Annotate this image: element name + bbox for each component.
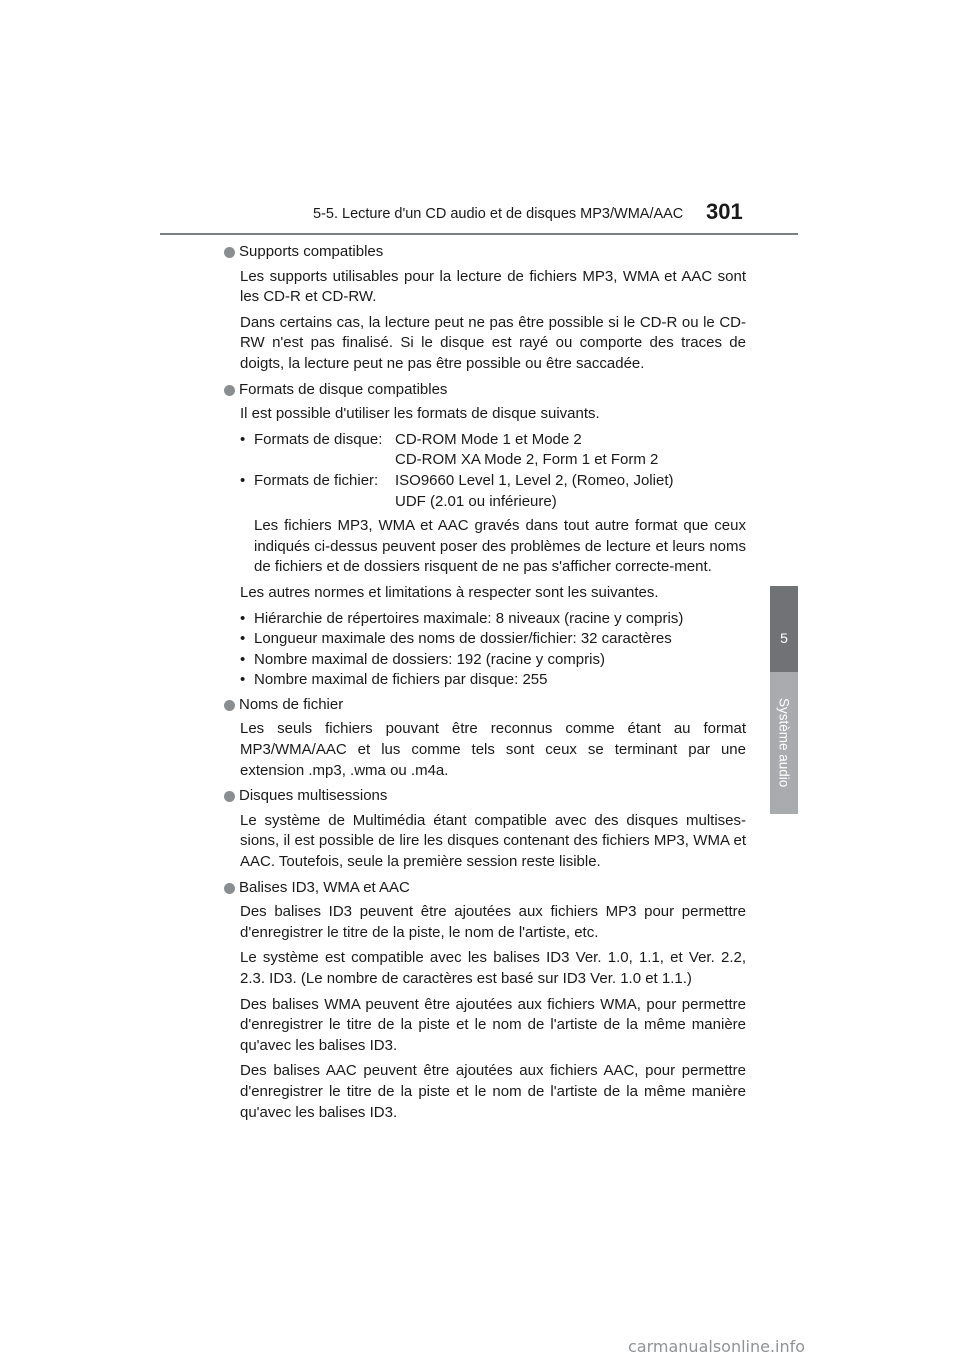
list-item-text: Nombre maximal de fichiers par disque: 255 xyxy=(254,671,548,689)
format-value: ISO9660 Level 1, Level 2, (Romeo, Joliet) xyxy=(395,471,674,489)
heading-text: Formats de disque compatibles xyxy=(239,380,448,398)
format-value: CD-ROM Mode 1 et Mode 2 xyxy=(395,430,582,448)
list-item xyxy=(240,609,746,630)
paragraph: Les autres normes et limitations à respecter sont les suivantes. xyxy=(240,583,659,601)
paragraph: Dans certains cas, la lecture peut ne pas être possible si le CD-R ou le CD-RW n'est pas finalisé. Si le disque est rayé ou comporte des traces de doigts, la lecture peut ne pas être possible ou être saccadée. xyxy=(240,313,746,372)
format-note: Les fichiers MP3, WMA et AAC gravés dans tout autre format que ceux indiqués ci-dessus peuvent poser des problèmes de lecture et leurs noms de fichiers et de dossiers risquent de ne pas s'afficher correcte-ment. xyxy=(254,517,746,576)
chapter-tab xyxy=(770,586,798,672)
list-bullet: • xyxy=(240,471,246,489)
heading-text: Supports compatibles xyxy=(239,243,384,260)
page-number: 301 xyxy=(706,199,743,224)
heading-text: Balises ID3, WMA et AAC xyxy=(239,878,410,896)
watermark: carmanualsonline.info xyxy=(628,1337,806,1356)
paragraph: Le système de Multimédia étant compatible avec des disques multises-sions, il est possible de lire les disques contenant des fichiers MP3, WMA et AAC. Toutefois, seule la première session reste lisible. xyxy=(240,811,746,871)
list-item xyxy=(240,670,746,691)
bullet-icon xyxy=(224,700,235,711)
list-item-text: Hiérarchie de répertoires maximale: 8 niveaux (racine y compris) xyxy=(254,609,684,627)
paragraph: Les supports utilisables pour la lecture de fichiers MP3, WMA et AAC sont les CD-R et CD-RW. xyxy=(240,267,746,306)
page-content xyxy=(222,242,746,1128)
bullet-icon xyxy=(224,247,235,258)
paragraph: Des balises ID3 peuvent être ajoutées aux fichiers MP3 pour permettre d'enregistrer le titre de la piste, le nom de l'artiste, etc. xyxy=(240,903,746,941)
paragraph: Les seuls fichiers pouvant être reconnus comme étant au format MP3/WMA/AAC et lus comme tels sont ceux se terminant par une extension .mp3, .wma ou .m4a. xyxy=(240,720,746,779)
heading-text: Disques multisessions xyxy=(239,787,388,805)
bullet-icon xyxy=(224,883,235,894)
list-item xyxy=(240,471,746,512)
format-list xyxy=(222,430,746,512)
paragraph: Le système est compatible avec les balises ID3 Ver. 1.0, 1.1, et Ver. 2.2, 2.3. ID3. (Le nombre de caractères est basé sur ID3 Ver. 1.0 et 1.1.) xyxy=(240,949,746,987)
section-heading-tags xyxy=(222,878,746,899)
list-bullet: • xyxy=(240,630,246,648)
section-heading-multisession xyxy=(222,786,746,807)
format-label: Formats de disque: xyxy=(254,430,383,448)
section-heading-supports xyxy=(222,242,746,263)
bullet-icon xyxy=(224,791,235,802)
format-value: CD-ROM XA Mode 2, Form 1 et Form 2 xyxy=(395,451,659,469)
section-heading-formats xyxy=(222,380,746,401)
format-label: Formats de fichier: xyxy=(254,471,379,489)
list-item-text: Nombre maximal de dossiers: 192 (racine y compris) xyxy=(254,650,605,668)
section-heading-filenames xyxy=(222,695,746,716)
paragraph: Des balises AAC peuvent être ajoutées aux fichiers AAC, pour permettre d'enregistrer le titre de la piste et le nom de l'artiste de la même manière qu'avec les balises ID3. xyxy=(240,1062,746,1121)
format-value: UDF (2.01 ou inférieure) xyxy=(395,492,557,510)
paragraph: Il est possible d'utiliser les formats de disque suivants. xyxy=(240,405,600,423)
list-item xyxy=(240,430,746,471)
heading-text: Noms de fichier xyxy=(239,695,344,713)
limits-list xyxy=(222,609,746,691)
chapter-title: Système audio xyxy=(776,698,792,788)
list-item xyxy=(240,629,746,650)
bullet-icon xyxy=(224,385,235,396)
chapter-number: 5 xyxy=(780,630,788,646)
list-bullet: • xyxy=(240,671,246,689)
list-bullet: • xyxy=(240,430,246,448)
list-bullet: • xyxy=(240,650,246,668)
paragraph: Des balises WMA peuvent être ajoutées aux fichiers WMA, pour permettre d'enregistrer le titre de la piste et le nom de l'artiste de la même manière qu'avec les balises ID3. xyxy=(240,995,746,1054)
list-item-text: Longueur maximale des noms de dossier/fichier: 32 caractères xyxy=(254,630,672,648)
list-item xyxy=(240,650,746,671)
list-bullet: • xyxy=(240,609,246,627)
header-divider xyxy=(160,233,798,235)
section-title: 5-5. Lecture d'un CD audio et de disques MP3/WMA/AAC xyxy=(313,206,684,222)
